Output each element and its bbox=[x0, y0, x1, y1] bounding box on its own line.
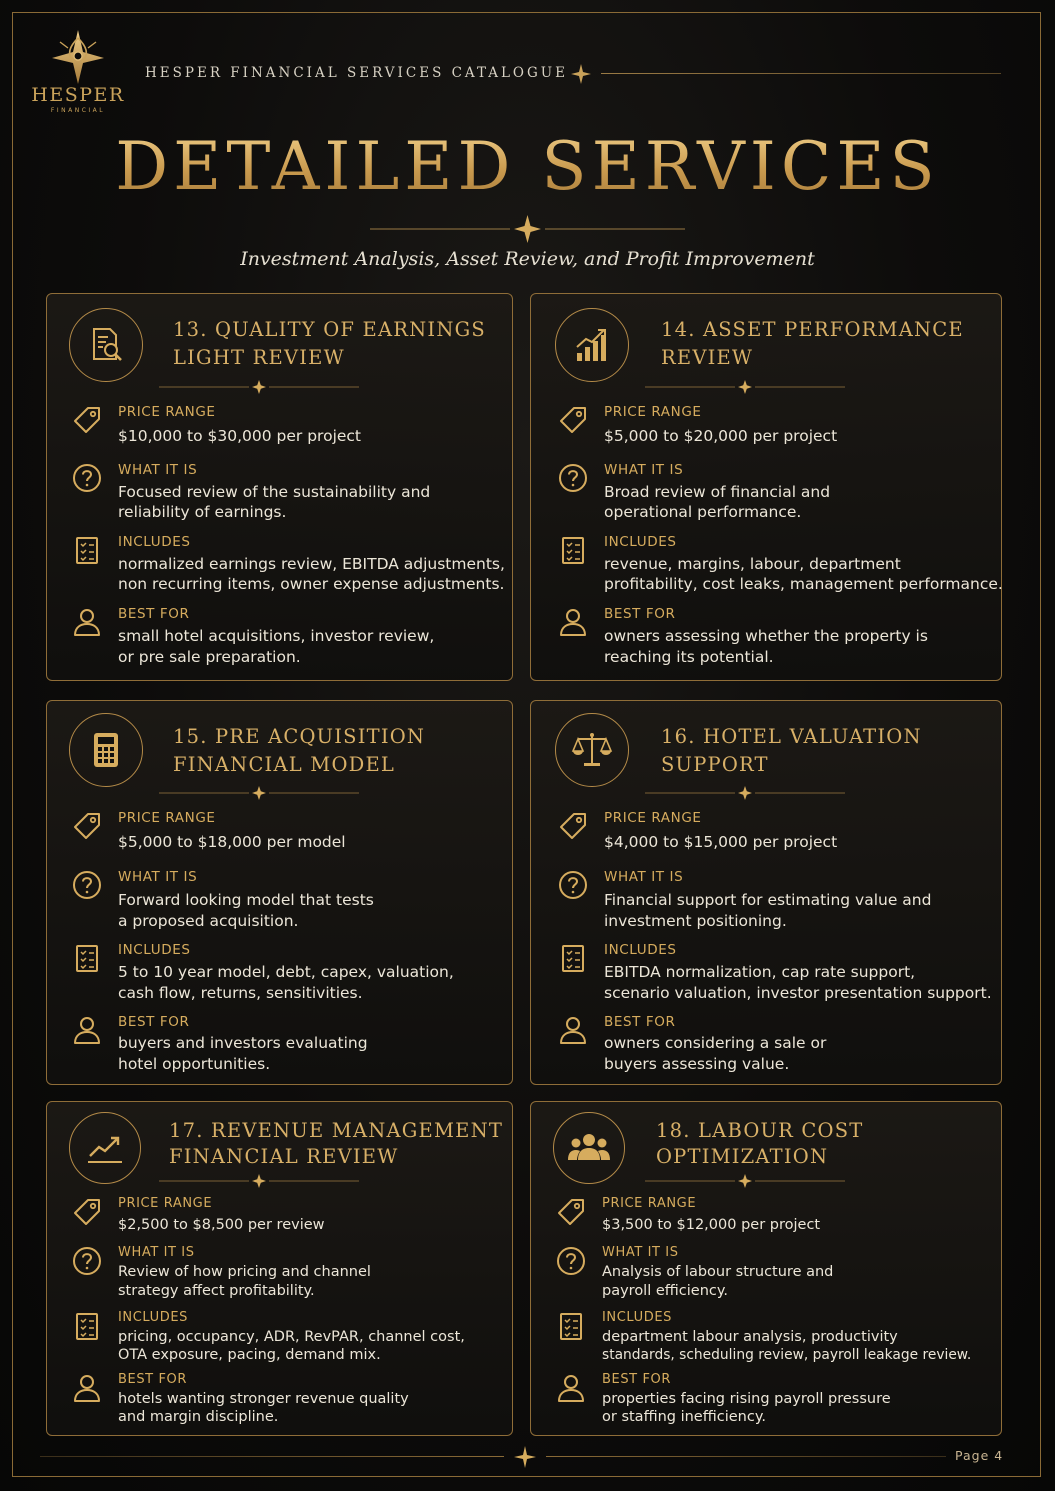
price-value: $10,000 to $30,000 per project bbox=[118, 427, 362, 445]
page-title: DETAILED SERVICES bbox=[0, 128, 1055, 205]
card-title-line-1: 17. REVENUE MANAGEMENT bbox=[169, 1119, 504, 1142]
page-subtitle: Investment Analysis, Asset Review, and Profit Improvement bbox=[240, 248, 815, 270]
best-for-value-line-1: properties facing rising payroll pressure bbox=[602, 1391, 891, 1407]
includes-label: INCLUDES bbox=[604, 534, 677, 550]
card-title bbox=[173, 316, 486, 372]
price-tag-icon bbox=[555, 1196, 587, 1228]
card-icon-badge bbox=[69, 308, 143, 382]
best-for-value-line-2: buyers assessing value. bbox=[604, 1055, 790, 1073]
card-title-line-1: 15. PRE ACQUISITION bbox=[173, 725, 426, 748]
what-value-line-1: Broad review of financial and bbox=[604, 483, 831, 501]
card-title-line-2: FINANCIAL MODEL bbox=[173, 753, 396, 776]
people-group-icon bbox=[567, 1128, 611, 1168]
what-value-line-1: Financial support for estimating value and bbox=[604, 891, 932, 909]
best-for-value-line-2: and margin discipline. bbox=[118, 1409, 279, 1425]
card-ornament-icon bbox=[645, 786, 845, 800]
page-number: Page 4 bbox=[955, 1448, 1004, 1463]
price-label: PRICE RANGE bbox=[118, 810, 216, 826]
best-for-label: BEST FOR bbox=[118, 1372, 188, 1387]
what-value-line-2: a proposed acquisition. bbox=[118, 912, 299, 930]
card-title-line-2: REVIEW bbox=[661, 346, 754, 369]
checklist-icon bbox=[557, 942, 589, 974]
person-icon bbox=[71, 1372, 103, 1404]
price-value: $5,000 to $20,000 per project bbox=[604, 427, 838, 445]
what-label: WHAT IT IS bbox=[118, 1245, 195, 1260]
what-label: WHAT IT IS bbox=[118, 462, 198, 478]
price-tag-icon bbox=[557, 404, 589, 436]
includes-value-line-1: EBITDA normalization, cap rate support, bbox=[604, 963, 916, 981]
person-icon bbox=[557, 1014, 589, 1046]
what-label: WHAT IT IS bbox=[604, 869, 684, 885]
price-label: PRICE RANGE bbox=[604, 810, 702, 826]
best-for-label: BEST FOR bbox=[118, 1014, 190, 1030]
what-value-line-2: investment positioning. bbox=[604, 912, 787, 930]
card-ornament-icon bbox=[159, 380, 359, 394]
card-title bbox=[656, 1118, 864, 1170]
price-label: PRICE RANGE bbox=[118, 404, 216, 420]
question-circle-icon bbox=[557, 462, 589, 494]
brand-sub: FINANCIAL bbox=[50, 107, 106, 114]
price-value: $4,000 to $15,000 per project bbox=[604, 833, 838, 851]
person-icon bbox=[71, 1014, 103, 1046]
what-value-line-2: reliability of earnings. bbox=[118, 503, 287, 521]
question-circle-icon bbox=[71, 869, 103, 901]
card-title-line-1: 13. QUALITY OF EARNINGS bbox=[173, 318, 486, 341]
calculator-icon bbox=[86, 730, 126, 770]
service-card-18 bbox=[530, 1101, 1002, 1436]
compass-star-logo-icon bbox=[48, 28, 108, 86]
person-icon bbox=[557, 606, 589, 638]
price-tag-icon bbox=[557, 810, 589, 842]
card-title-line-1: 16. HOTEL VALUATION bbox=[661, 725, 922, 748]
card-icon-badge bbox=[553, 1112, 625, 1184]
includes-value-line-2: profitability, cost leaks, management performance. bbox=[604, 575, 1003, 593]
service-card-13 bbox=[46, 293, 513, 681]
question-circle-icon bbox=[71, 1245, 103, 1277]
includes-value-line-1: revenue, margins, labour, department bbox=[604, 555, 901, 573]
includes-label: INCLUDES bbox=[118, 534, 191, 550]
brand-name: HESPER bbox=[31, 84, 125, 106]
magnifier-document-icon bbox=[86, 325, 126, 365]
question-circle-icon bbox=[71, 462, 103, 494]
best-for-value-line-1: small hotel acquisitions, investor review, bbox=[118, 627, 435, 645]
price-label: PRICE RANGE bbox=[604, 404, 702, 420]
includes-label: INCLUDES bbox=[118, 1310, 189, 1325]
includes-value-line-2: scenario valuation, investor presentation support. bbox=[604, 984, 992, 1002]
person-icon bbox=[71, 606, 103, 638]
price-label: PRICE RANGE bbox=[118, 1196, 213, 1211]
card-icon-badge bbox=[555, 308, 629, 382]
what-value-line-1: Forward looking model that tests bbox=[118, 891, 374, 909]
card-title bbox=[661, 723, 922, 779]
title-ornament-icon bbox=[370, 214, 685, 244]
card-ornament-icon bbox=[645, 1174, 845, 1188]
includes-value-line-1: pricing, occupancy, ADR, RevPAR, channel cost, bbox=[118, 1329, 465, 1345]
service-card-14 bbox=[530, 293, 1002, 681]
card-icon-badge bbox=[69, 1112, 141, 1184]
checklist-icon bbox=[71, 1310, 103, 1342]
hesper-logo bbox=[28, 28, 128, 118]
what-value-line-1: Analysis of labour structure and bbox=[602, 1264, 834, 1280]
service-card-15 bbox=[46, 700, 513, 1085]
card-title bbox=[661, 316, 964, 372]
question-circle-icon bbox=[557, 869, 589, 901]
sparkle-icon bbox=[571, 64, 591, 84]
price-value: $2,500 to $8,500 per review bbox=[118, 1217, 325, 1233]
best-for-label: BEST FOR bbox=[604, 606, 676, 622]
footer-rule-right bbox=[546, 1456, 946, 1457]
includes-value-line-1: department labour analysis, productivity bbox=[602, 1329, 898, 1345]
includes-label: INCLUDES bbox=[602, 1310, 673, 1325]
catalogue-title: HESPER FINANCIAL SERVICES CATALOGUE bbox=[145, 65, 569, 81]
best-for-value-line-1: hotels wanting stronger revenue quality bbox=[118, 1391, 409, 1407]
footer-rule-left bbox=[40, 1456, 504, 1457]
card-title-line-2: FINANCIAL REVIEW bbox=[169, 1145, 399, 1168]
card-title-line-2: SUPPORT bbox=[661, 753, 769, 776]
person-icon bbox=[555, 1372, 587, 1404]
footer-sparkle-icon bbox=[514, 1446, 536, 1468]
what-label: WHAT IT IS bbox=[602, 1245, 679, 1260]
card-icon-badge bbox=[555, 713, 629, 787]
service-card-17 bbox=[46, 1101, 513, 1436]
card-icon-badge bbox=[69, 713, 143, 787]
card-title bbox=[173, 723, 425, 779]
best-for-label: BEST FOR bbox=[604, 1014, 676, 1030]
card-ornament-icon bbox=[159, 1174, 359, 1188]
checklist-icon bbox=[71, 942, 103, 974]
trend-line-icon bbox=[85, 1128, 125, 1168]
includes-value-line-2: non recurring items, owner expense adjustments. bbox=[118, 575, 505, 593]
best-for-value-line-2: or staffing inefficiency. bbox=[602, 1409, 766, 1425]
checklist-icon bbox=[557, 534, 589, 566]
price-value: $5,000 to $18,000 per model bbox=[118, 833, 346, 851]
best-for-value-line-2: reaching its potential. bbox=[604, 648, 774, 666]
includes-value-line-2: OTA exposure, pacing, demand mix. bbox=[118, 1347, 381, 1363]
price-label: PRICE RANGE bbox=[602, 1196, 697, 1211]
best-for-value-line-2: or pre sale preparation. bbox=[118, 648, 301, 666]
card-title-line-2: OPTIMIZATION bbox=[656, 1145, 829, 1168]
what-label: WHAT IT IS bbox=[118, 869, 198, 885]
best-for-label: BEST FOR bbox=[602, 1372, 672, 1387]
includes-value-line-1: normalized earnings review, EBITDA adjustments, bbox=[118, 555, 505, 573]
what-value-line-1: Focused review of the sustainability and bbox=[118, 483, 431, 501]
card-title-line-2: LIGHT REVIEW bbox=[173, 346, 345, 369]
best-for-value-line-1: buyers and investors evaluating bbox=[118, 1034, 368, 1052]
card-title-line-1: 18. LABOUR COST bbox=[656, 1119, 864, 1142]
best-for-value-line-1: owners considering a sale or bbox=[604, 1034, 827, 1052]
header-rule bbox=[601, 73, 1001, 74]
price-tag-icon bbox=[71, 810, 103, 842]
includes-label: INCLUDES bbox=[604, 942, 677, 958]
question-circle-icon bbox=[555, 1245, 587, 1277]
scales-icon bbox=[571, 729, 613, 771]
price-value: $3,500 to $12,000 per project bbox=[602, 1217, 821, 1233]
best-for-label: BEST FOR bbox=[118, 606, 190, 622]
includes-value-line-2: cash flow, returns, sensitivities. bbox=[118, 984, 363, 1002]
what-value-line-2: strategy affect profitability. bbox=[118, 1283, 315, 1299]
bar-chart-growth-icon bbox=[572, 325, 612, 365]
what-value-line-1: Review of how pricing and channel bbox=[118, 1264, 371, 1280]
what-value-line-2: payroll efficiency. bbox=[602, 1283, 728, 1299]
best-for-value-line-2: hotel opportunities. bbox=[118, 1055, 271, 1073]
card-title bbox=[169, 1118, 503, 1170]
price-tag-icon bbox=[71, 404, 103, 436]
price-tag-icon bbox=[71, 1196, 103, 1228]
what-value-line-2: operational performance. bbox=[604, 503, 802, 521]
best-for-value-line-1: owners assessing whether the property is bbox=[604, 627, 928, 645]
includes-value-line-1: 5 to 10 year model, debt, capex, valuation, bbox=[118, 963, 454, 981]
card-ornament-icon bbox=[159, 786, 359, 800]
includes-value-line-2: standards, scheduling review, payroll leakage review. bbox=[602, 1347, 972, 1363]
card-title-line-1: 14. ASSET PERFORMANCE bbox=[661, 318, 964, 341]
checklist-icon bbox=[555, 1310, 587, 1342]
what-label: WHAT IT IS bbox=[604, 462, 684, 478]
checklist-icon bbox=[71, 534, 103, 566]
card-ornament-icon bbox=[645, 380, 845, 394]
service-card-16 bbox=[530, 700, 1002, 1085]
includes-label: INCLUDES bbox=[118, 942, 191, 958]
